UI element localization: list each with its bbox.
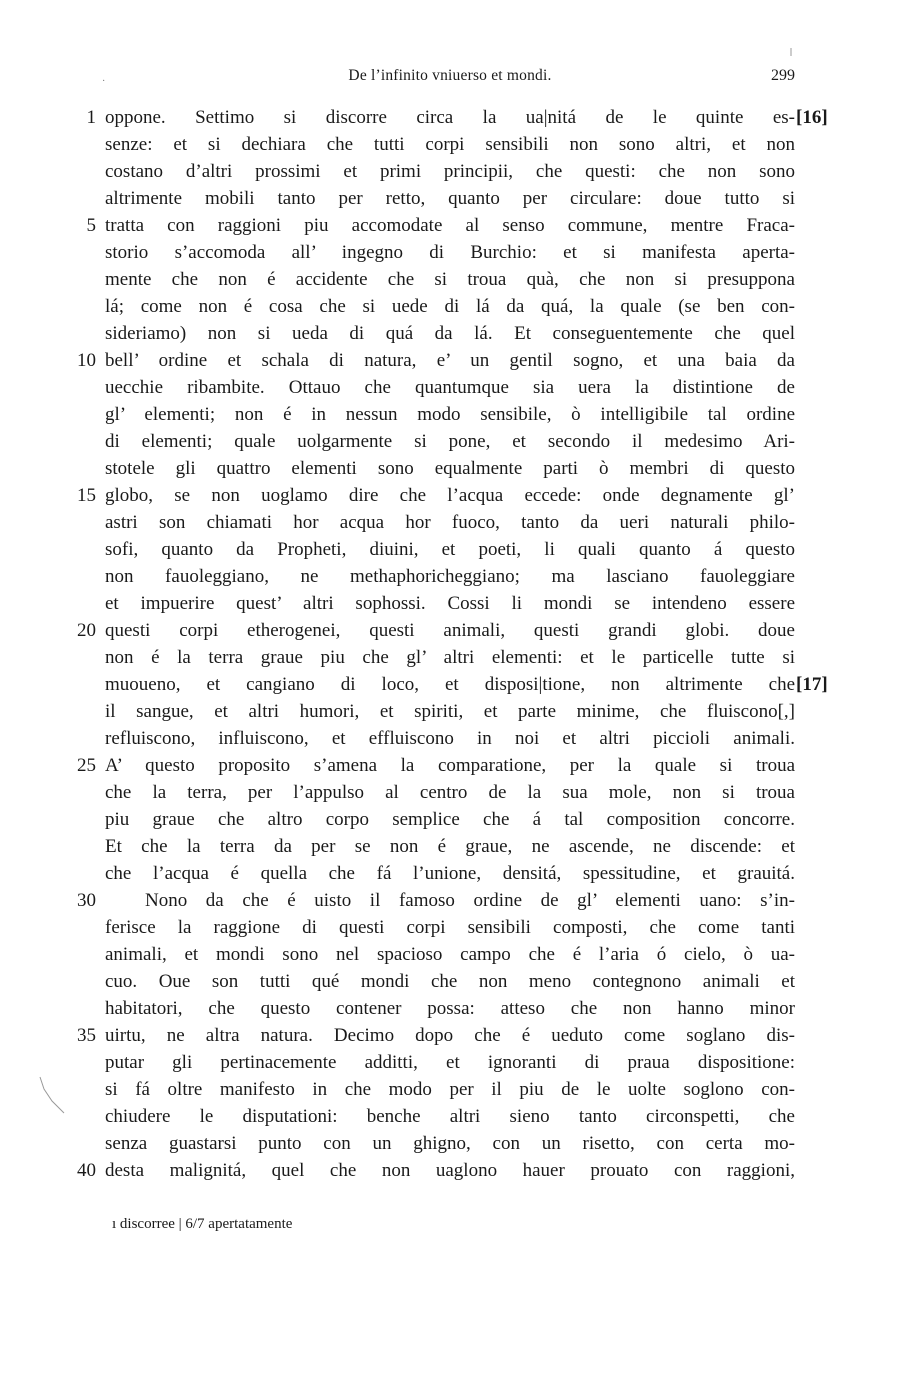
line-number: 15	[77, 485, 96, 506]
text-line: il sangue, et altri humori, et spiriti, et parte minime, che fluiscono[,]	[105, 701, 795, 722]
text-line: oppone. Settimo si discorre circa la ua|nitá de le quinte es-	[105, 107, 795, 128]
line-number: 20	[77, 620, 96, 641]
text-line: ferisce la raggione di questi corpi sensibili composti, che come tanti	[105, 917, 795, 938]
header-dot: ·	[102, 76, 106, 87]
text-line: uecchie ribambite. Ottauo che quantumque sia uera la distintione de	[105, 377, 795, 398]
text-line: questi corpi etherogenei, questi animali, questi grandi globi. doue	[105, 620, 795, 641]
text-line: animali, et mondi sono nel spacioso campo che é l’aria ó cielo, ò ua-	[105, 944, 795, 965]
line-number: 25	[77, 755, 96, 776]
text-line: non é la terra graue piu che gl’ altri elementi: et le particelle tutte si	[105, 647, 795, 668]
line-number: 5	[86, 215, 96, 236]
text-line: lá; come non é cosa che si uede di lá da quá, la quale (se ben con-	[105, 296, 795, 317]
text-line: storio s’accomoda all’ ingegno di Burchio: et si manifesta aperta-	[105, 242, 795, 263]
text-line: che l’acqua é quella che fá l’unione, densitá, spessitudine, et grauitá.	[105, 863, 795, 884]
line-number: 40	[77, 1160, 96, 1181]
text-line: stotele gli quattro elementi sono equalmente parti ò membri di questo	[105, 458, 795, 479]
text-line: uirtu, ne altra natura. Decimo dopo che é ueduto come soglano dis-	[105, 1025, 795, 1046]
margin-scratch-mark	[38, 1075, 68, 1115]
text-line: et impuerire quest’ altri sophossi. Cossi li mondi se intendeno essere	[105, 593, 795, 614]
text-line: si fá oltre manifesto in che modo per il piu de le uolte soglono con-	[105, 1079, 795, 1100]
text-line: gl’ elementi; non é in nessun modo sensibile, ò intelligibile tal ordine	[105, 404, 795, 425]
margin-speck	[790, 48, 792, 56]
line-number: 10	[77, 350, 96, 371]
text-line: sideriamo) non si ueda di quá da lá. Et conseguentemente che quel	[105, 323, 795, 344]
text-line: che la terra, per l’appulso al centro de la sua mole, non si troua	[105, 782, 795, 803]
text-line: di elementi; quale uolgarmente si pone, et secondo il medesimo Ari-	[105, 431, 795, 452]
text-line: Et che la terra da per se non é graue, ne ascende, ne discende: et	[105, 836, 795, 857]
page-number: 299	[771, 67, 795, 84]
margin-marker: [16]	[796, 107, 828, 128]
text-line: A’ questo proposito s’amena la comparatione, per la quale si troua	[105, 755, 795, 776]
text-line: putar gli pertinacemente additti, et ignoranti di praua dispositione:	[105, 1052, 795, 1073]
text-line: altrimente mobili tanto per retto, quanto per circulare: doue tutto si	[105, 188, 795, 209]
text-line: astri son chiamati hor acqua hor fuoco, tanto da ueri naturali philo-	[105, 512, 795, 533]
text-line: bell’ ordine et schala di natura, e’ un gentil sogno, et una baia da	[105, 350, 795, 371]
text-line: muoueno, et cangiano di loco, et disposi|tione, non altrimente che	[105, 674, 795, 695]
text-line: habitatori, che questo contener possa: atteso che non hanno minor	[105, 998, 795, 1019]
text-line: Nono da che é uisto il famoso ordine de gl’ elementi uano: s’in-	[145, 890, 795, 911]
line-number: 30	[77, 890, 96, 911]
running-header	[102, 62, 795, 90]
margin-marker: [17]	[796, 674, 828, 695]
footnote: ı discorree | 6/7 apertatamente	[112, 1216, 293, 1232]
line-number: 35	[77, 1025, 96, 1046]
line-number: 1	[86, 107, 96, 128]
text-line: piu graue che altro corpo semplice che á tal composition concorre.	[105, 809, 795, 830]
text-line: globo, se non uoglamo dire che l’acqua eccede: onde degnamente gl’	[105, 485, 795, 506]
text-line: refluiscono, influiscono, et effluiscono in noi et altri piccioli animali.	[105, 728, 795, 749]
text-line: chiudere le disputationi: benche altri sieno tanto circonspetti, che	[105, 1106, 795, 1127]
text-line: non fauoleggiano, ne methaphoricheggiano; ma lasciano fauoleggiare	[105, 566, 795, 587]
text-line: cuo. Oue son tutti qué mondi che non meno contegnono animali et	[105, 971, 795, 992]
running-title: De l’infinito vniuerso et mondi.	[348, 67, 552, 84]
text-line: costano d’altri prossimi et primi principii, che questi: che non sono	[105, 161, 795, 182]
text-line: tratta con raggioni piu accomodate al senso commune, mentre Fraca-	[105, 215, 795, 236]
text-line: mente che non é accidente che si troua quà, che non si presuppona	[105, 269, 795, 290]
text-line: senze: et si dechiara che tutti corpi sensibili non sono altri, et non	[105, 134, 795, 155]
text-line: senza guastarsi punto con un ghigno, con un risetto, con certa mo-	[105, 1133, 795, 1154]
text-line: desta malignitá, quel che non uaglono hauer prouato con raggioni,	[105, 1160, 795, 1181]
text-line: sofi, quanto da Propheti, diuini, et poeti, li quali quanto á questo	[105, 539, 795, 560]
